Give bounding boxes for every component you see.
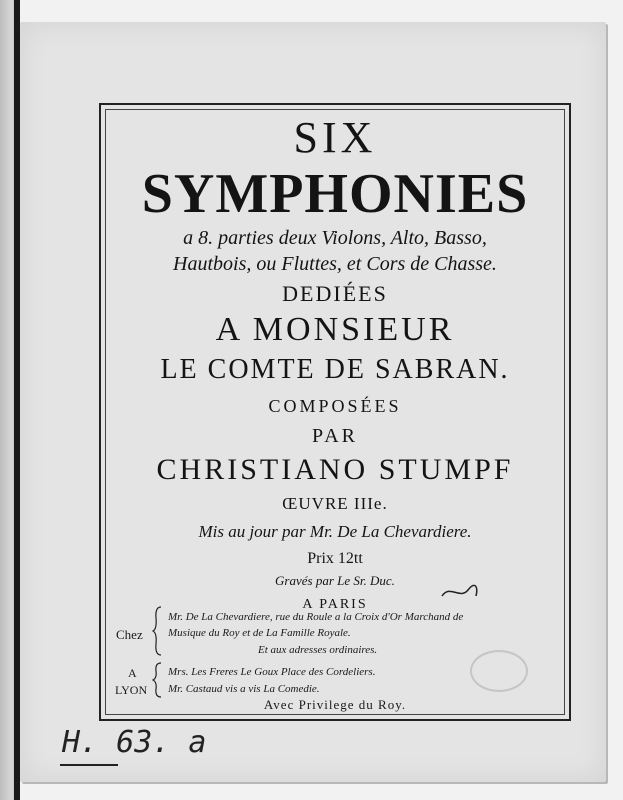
shelfmark: H. 63. a (62, 725, 207, 760)
price-line: Prix 12tt (307, 550, 363, 567)
brace-paris (152, 606, 162, 656)
dedication-word: DEDIÉES (282, 281, 388, 306)
instrumentation-line-1: a 8. parties deux Violons, Alto, Basso, (183, 227, 487, 249)
lyon-a-label: A (128, 666, 137, 680)
paris-address-line-1: Mr. De La Chevardiere, rue du Roule a la Croix d'Or Marchand de (168, 611, 464, 623)
lyon-address-line-2: Mr. Castaud vis a vis La Comedie. (168, 683, 320, 695)
title-six: SIX (293, 113, 377, 162)
composer-name: CHRISTIANO STUMPF (156, 453, 514, 486)
paris-address-line-3: Et aux adresses ordinaires. (258, 644, 378, 656)
dedicatee-line-1: A MONSIEUR (215, 311, 455, 348)
brace-lyon (152, 662, 162, 698)
chez-label: Chez (116, 627, 143, 642)
instrumentation-line-2: Hautbois, ou Fluttes, et Cors de Chasse. (173, 253, 497, 275)
privilege-line: Avec Privilege du Roy. (263, 697, 407, 712)
shelfmark-underline (60, 764, 118, 766)
paris-heading: A PARIS (302, 597, 368, 612)
lyon-label: LYON (115, 683, 148, 697)
publisher-line: Mis au jour par Mr. De La Chevardiere. (198, 522, 472, 541)
library-stamp (470, 650, 528, 692)
by-word: PAR (311, 425, 359, 447)
engraver-line: Gravés par Le Sr. Duc. (275, 573, 395, 588)
composed-word: COMPOSÉES (268, 396, 402, 416)
title-symphonies: SYMPHONIES (141, 163, 529, 225)
lyon-address-line-1: Mrs. Les Freres Le Goux Place des Cordeliers. (168, 666, 376, 678)
dedicatee-line-2: LE COMTE DE SABRAN. (160, 354, 510, 385)
opus-number: ŒUVRE IIIe. (282, 494, 388, 513)
paris-address-line-2: Musique du Roy et de La Famille Royale. (168, 627, 351, 639)
